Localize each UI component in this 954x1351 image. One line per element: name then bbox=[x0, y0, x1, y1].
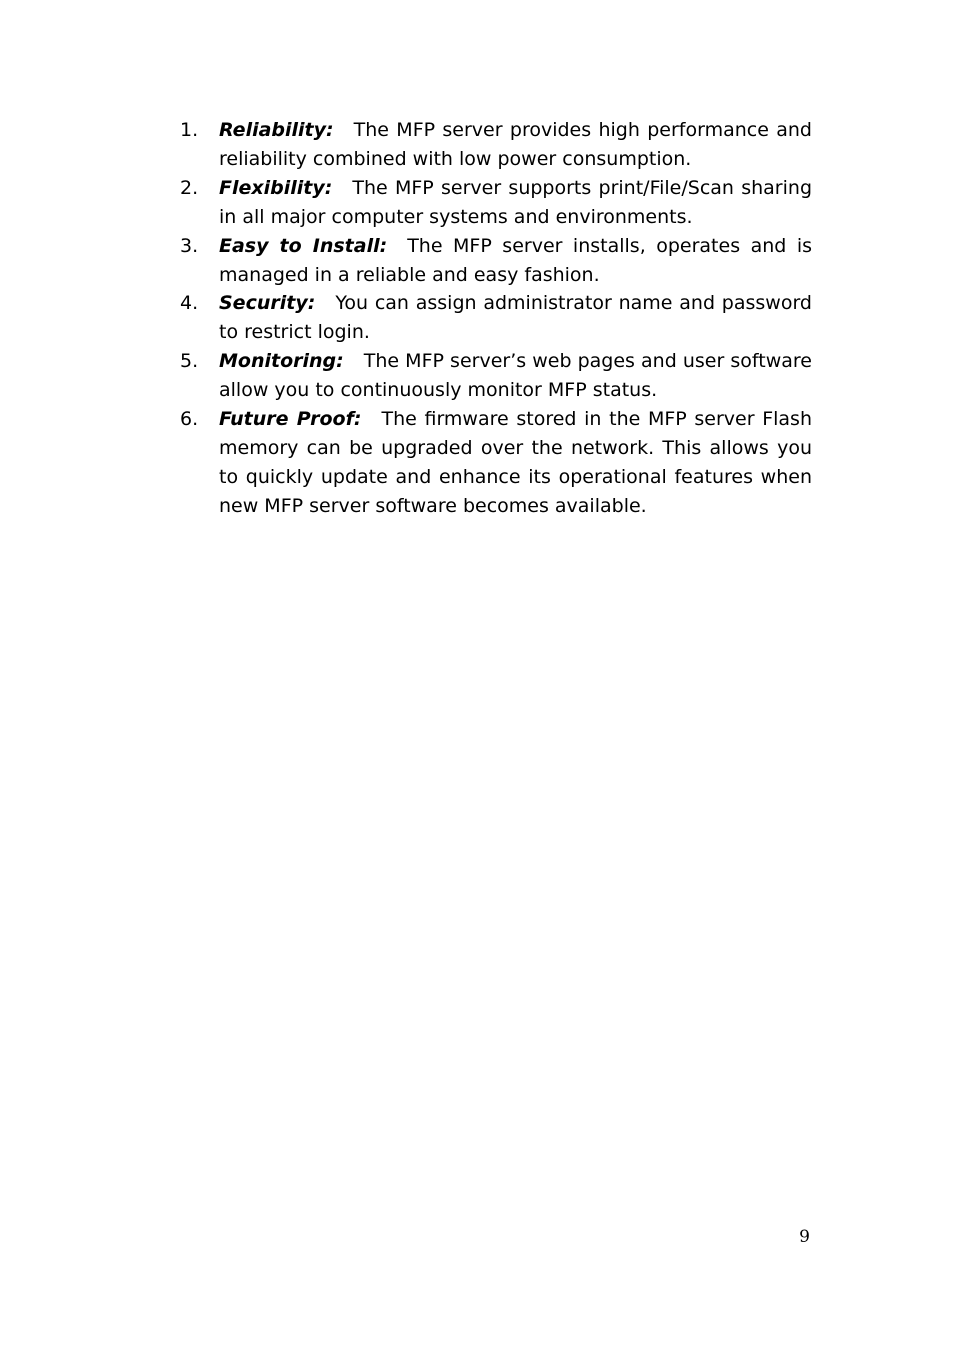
feature-description: The MFP server provides high performance and reliability combined with low power consumption. bbox=[219, 119, 812, 170]
item-body bbox=[219, 289, 812, 347]
feature-item-easy-to-install bbox=[180, 232, 812, 290]
item-number: 5. bbox=[180, 350, 199, 373]
feature-description: You can assign administrator name and password to restrict login. bbox=[219, 292, 812, 344]
item-number: 4. bbox=[180, 292, 199, 315]
item-number: 3. bbox=[180, 234, 199, 257]
item-number: 6. bbox=[180, 408, 199, 431]
feature-term: Security: bbox=[219, 292, 316, 315]
page-number: 9 bbox=[799, 1227, 810, 1247]
feature-item-security bbox=[180, 289, 812, 347]
feature-item-monitoring bbox=[180, 347, 812, 405]
feature-term: Flexibility: bbox=[219, 176, 333, 199]
feature-term: Reliability: bbox=[219, 119, 334, 141]
feature-description: The MFP server’s web pages and user software allow you to continuously monitor MFP status. bbox=[219, 350, 812, 402]
item-number: 2. bbox=[180, 176, 199, 199]
feature-item-reliability bbox=[180, 116, 812, 174]
item-body bbox=[219, 405, 812, 521]
item-body bbox=[219, 232, 812, 290]
feature-term: Monitoring: bbox=[219, 350, 344, 373]
feature-description: The MFP server installs, operates and is managed in a reliable and easy fashion. bbox=[219, 234, 812, 286]
item-number: 1. bbox=[180, 119, 199, 141]
feature-description: The MFP server supports print/File/Scan sharing in all major computer systems and environments. bbox=[219, 176, 812, 228]
item-body bbox=[219, 347, 812, 405]
item-body bbox=[219, 174, 812, 232]
feature-description: The firmware stored in the MFP server Flash memory can be upgraded over the network. This allows you to quickly update and enhance its operational features when new MFP server software becomes available. bbox=[219, 408, 813, 517]
feature-item-flexibility bbox=[180, 174, 812, 232]
feature-item-future-proof bbox=[180, 405, 812, 521]
feature-term: Easy to Install: bbox=[219, 234, 388, 257]
feature-term: Future Proof: bbox=[219, 408, 362, 431]
item-body bbox=[219, 116, 812, 174]
feature-list bbox=[180, 116, 812, 521]
